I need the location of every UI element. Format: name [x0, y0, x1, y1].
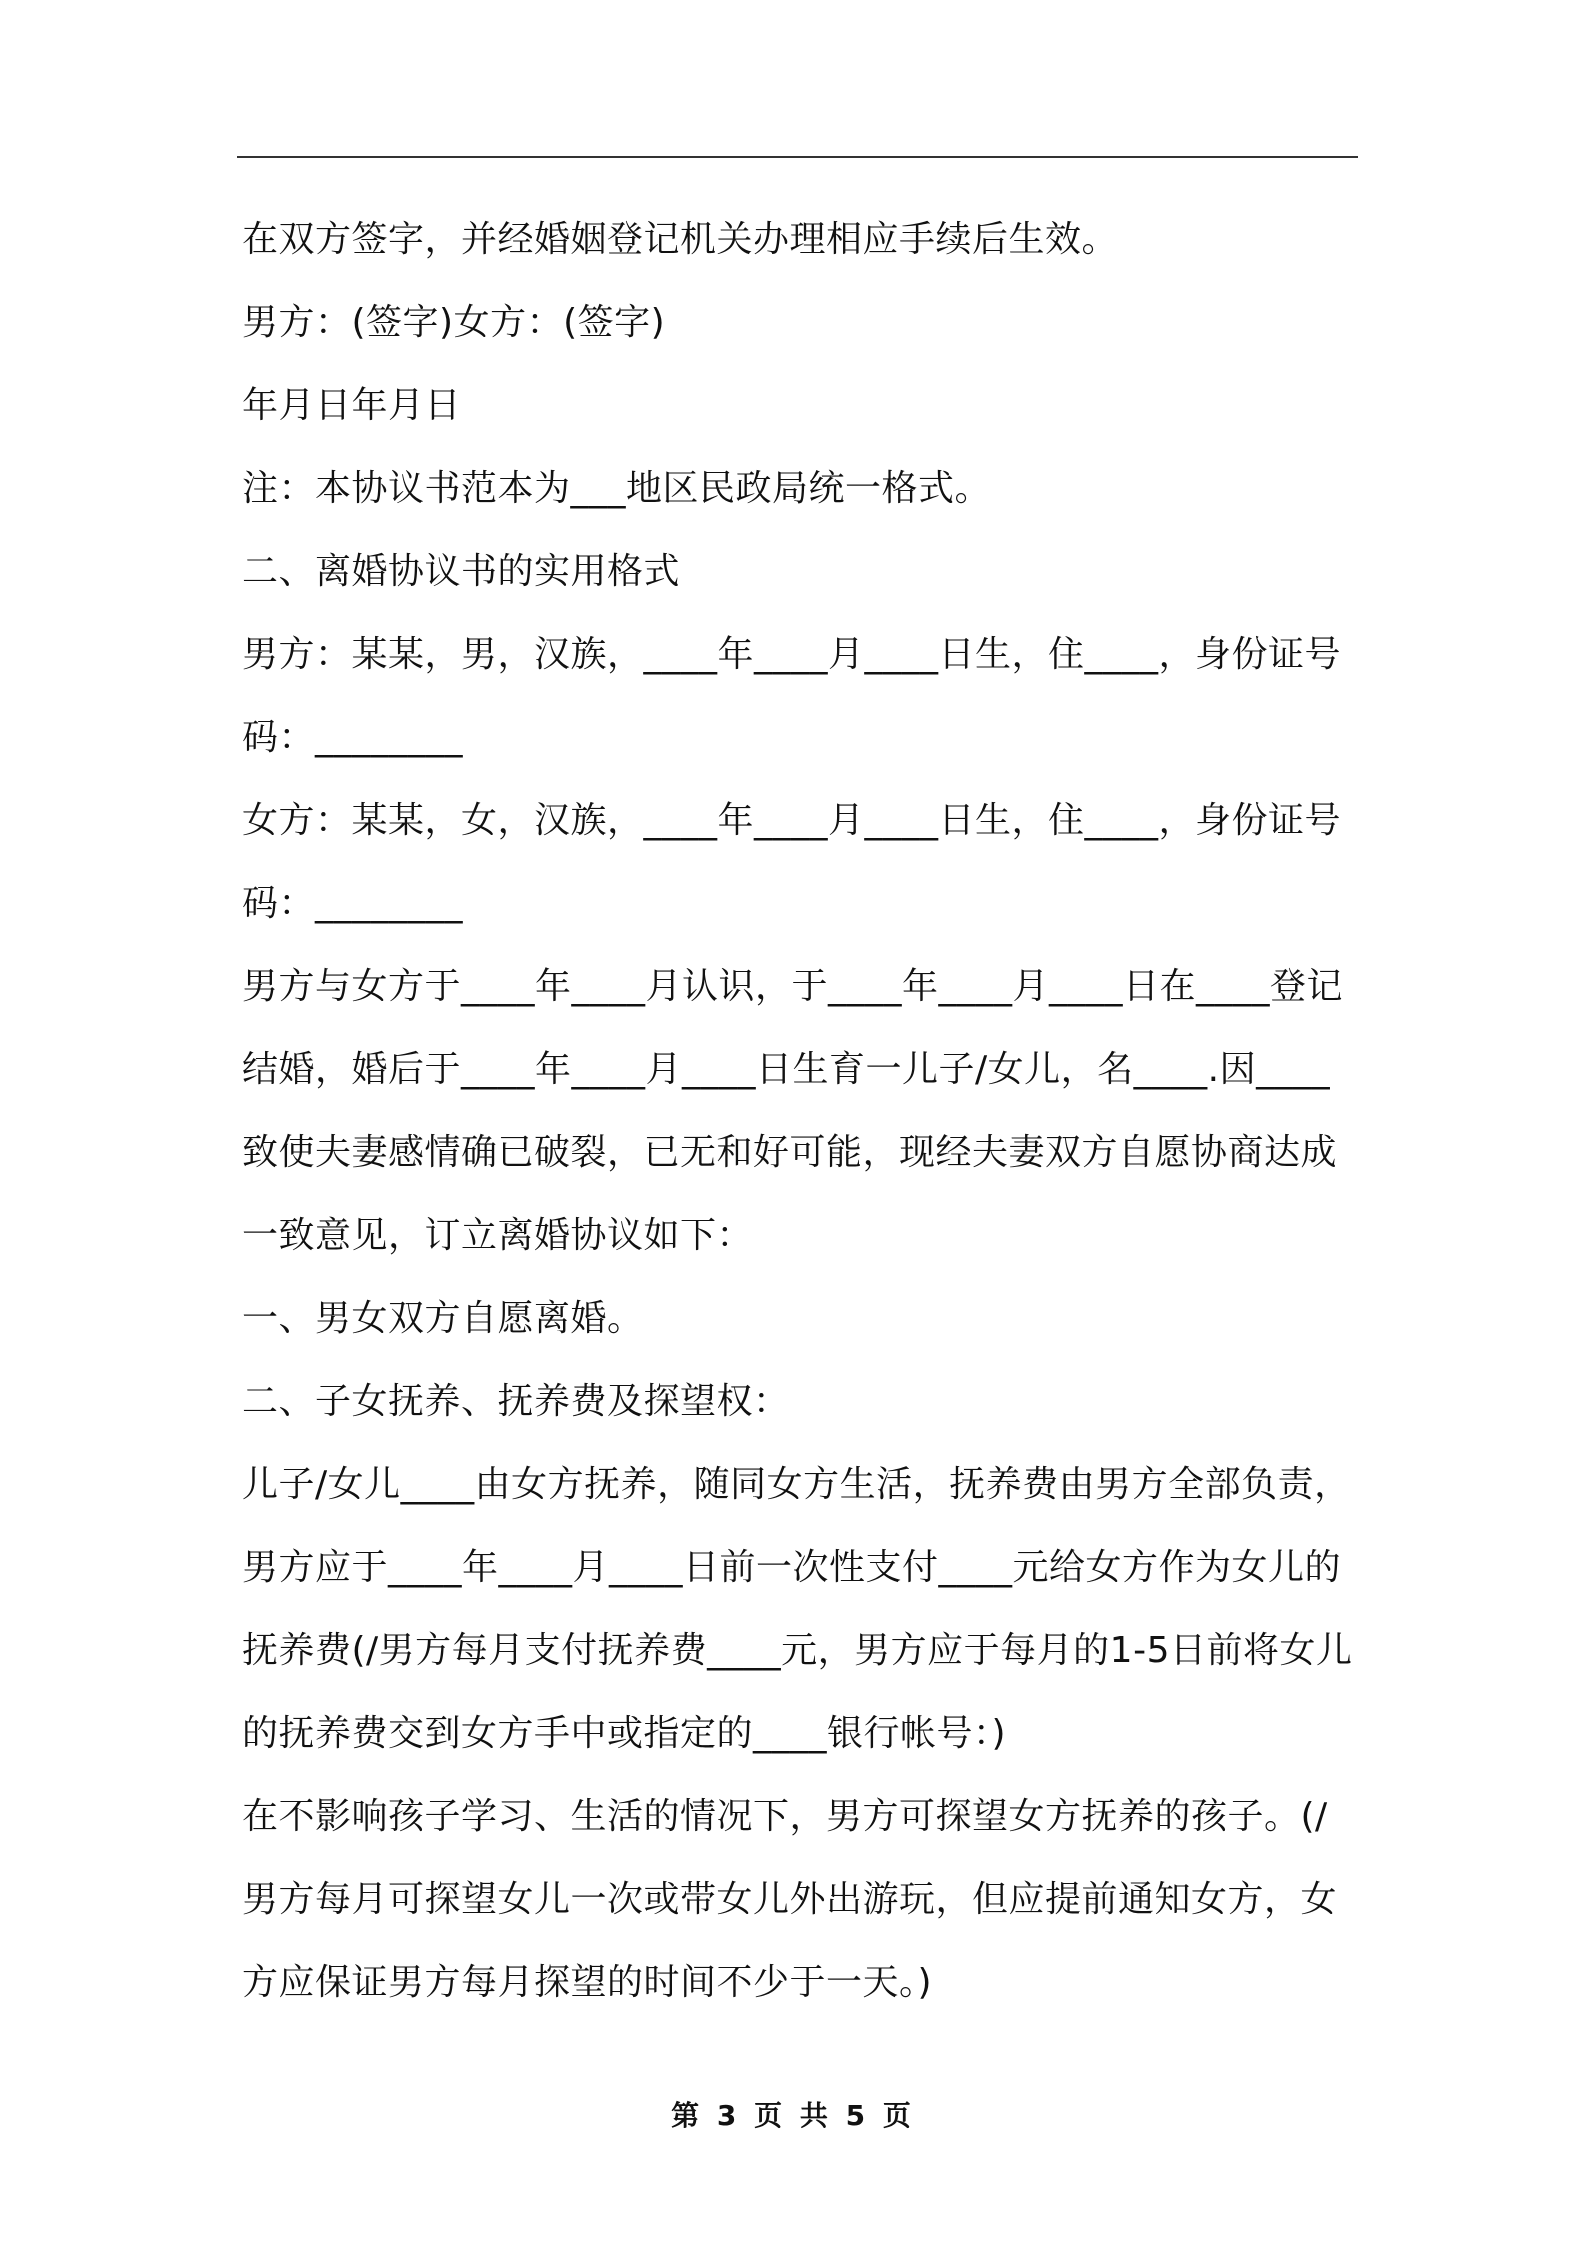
paragraph-female-party: 女方：某某，女，汉族，____年____月____日生，住____，身份证号码：________ [242, 800, 1342, 924]
clause-voluntary-divorce: 一、男女双方自愿离婚。 [242, 1298, 644, 1339]
paragraph-note: 注：本协议书范本为___地区民政局统一格式。 [242, 468, 992, 509]
section-heading-practical-format: 二、离婚协议书的实用格式 [242, 551, 681, 592]
paragraph-visitation: 在不影响孩子学习、生活的情况下，男方可探望女方抚养的孩子。(/男方每月可探望女儿一次或带女儿外出游玩，但应提前通知女方，女方应保证男方每月探望的时间不少于一天。) [242, 1796, 1338, 2003]
paragraph-child-support: 儿子/女儿____由女方抚养，随同女方生活，抚养费由男方全部负责，男方应于____年____月____日前一次性支付____元给女方作为女儿的抚养费(/男方每月支付抚养费____元，男方应于每月的1-5日前将女儿的抚养费交到女方手中或指定的____银行帐号：) [242, 1464, 1353, 1754]
paragraph-dates: 年月日年月日 [242, 385, 462, 426]
header-rule [237, 156, 1358, 158]
paragraph-signatures: 男方：(签字)女方：(签字) [242, 302, 666, 343]
paragraph-effective-clause: 在双方签字，并经婚姻登记机关办理相应手续后生效。 [242, 219, 1119, 260]
paragraph-male-party: 男方：某某，男，汉族，____年____月____日生，住____，身份证号码：________ [242, 634, 1342, 758]
page-number-footer: 第 3 页 共 5 页 [671, 2099, 915, 2132]
clause-child-custody-heading: 二、子女抚养、抚养费及探望权： [242, 1381, 790, 1422]
paragraph-background: 男方与女方于____年____月认识，于____年____月____日在____登记结婚，婚后于____年____月____日生育一儿子/女儿，名____.因____致使夫妻感情确已破裂，已无和好可能，现经夫妻双方自愿协商达成一致意见，订立离婚协议如下： [242, 966, 1344, 1256]
document-body [242, 198, 1358, 2024]
